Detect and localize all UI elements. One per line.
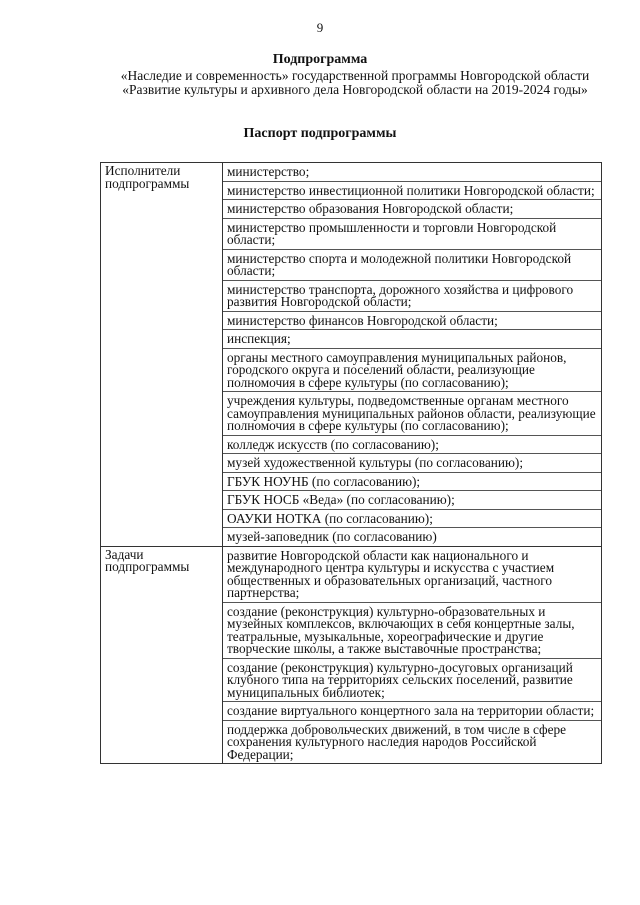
document-title: Подпрограмма [272, 52, 368, 67]
row-executors [101, 163, 602, 547]
executor-item: музей художественной культуры (по согласованию); [223, 454, 601, 473]
task-item: развитие Новгородской области как национального и международного центра культуры и искусства с участием общественных и образовательных организаций, частного партнерства; [223, 547, 601, 603]
task-item: поддержка добровольческих движений, в том числе в сфере сохранения культурного наследия народов Российской Федерации; [227, 721, 567, 762]
executor-item: инспекция; [223, 330, 601, 349]
executors-list [223, 163, 602, 547]
task-item: создание (реконструкция) культурно-досуговых организаций клубного типа на территориях сельских поселений, развитие муниципальных библиотек; [223, 659, 601, 703]
executor-item: министерство инвестиционной политики Новгородской области; [223, 182, 601, 201]
executor-item: ОАУКИ НОТКА (по согласованию); [223, 510, 601, 529]
page-number: 9 [316, 20, 324, 35]
executor-item: министерство финансов Новгородской области; [223, 312, 601, 331]
executor-item: ГБУК НОСБ «Веда» (по согласованию); [223, 491, 601, 510]
executor-item: министерство образования Новгородской области; [223, 200, 601, 219]
executors-label: Исполнители подпрограммы [101, 163, 223, 547]
tasks-label: Задачи подпрограммы [101, 546, 223, 764]
executor-item: министерство транспорта, дорожного хозяйства и цифрового развития Новгородской области; [223, 281, 601, 312]
executor-item: министерство промышленности и торговли Новгородской области; [223, 219, 601, 250]
tasks-list [223, 546, 602, 764]
executor-item: министерство спорта и молодежной политики Новгородской области; [223, 250, 601, 281]
executor-item: музей-заповедник (по согласованию) [227, 529, 437, 544]
passport-table [100, 162, 602, 764]
executor-item: колледж искусств (по согласованию); [223, 436, 601, 455]
row-tasks [101, 546, 602, 764]
executor-item: органы местного самоуправления муниципальных районов, городского округа и поселений области, реализующие полномочия в сфере культуры (по согласованию); [223, 349, 601, 393]
task-item: создание виртуального концертного зала на территории области; [223, 702, 601, 721]
executor-item: учреждения культуры, подведомственные органам местного самоуправления муниципальных районов области, реализующие полномочия в сфере культуры (по согласованию); [223, 392, 601, 436]
executor-item: ГБУК НОУНБ (по согласованию); [223, 473, 601, 492]
task-item: создание (реконструкция) культурно-образовательных и музейных комплексов, включающих в себя концертные залы, театральные, музыкальные, хореографические и другие творческие школы, а также выставочные пространства; [223, 603, 601, 659]
document-subtitle: «Наследие и современность» государственной программы Новгородской области «Развитие культуры и архивного дела Новгородской области на 2019-2024 годы» [120, 68, 590, 97]
executor-item: министерство; [223, 163, 601, 182]
passport-heading: Паспорт подпрограммы [243, 126, 397, 141]
